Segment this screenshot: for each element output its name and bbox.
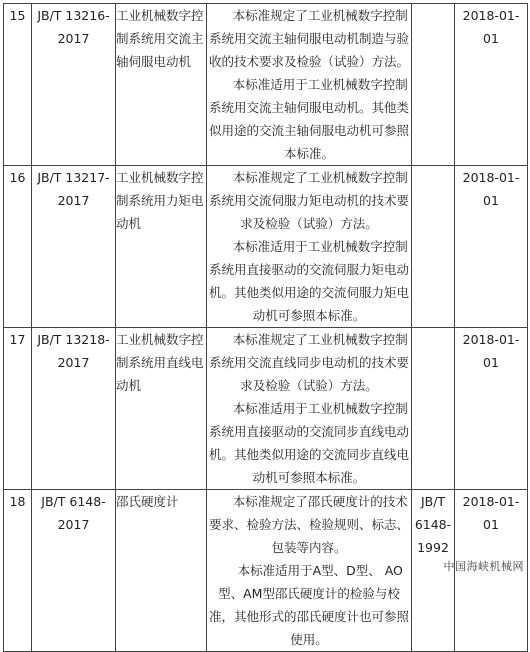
site-watermark: 中国海峡机械网 [443,560,524,573]
standard-code: JB/T 13217-2017 [32,166,116,328]
table-row [4,328,528,490]
replaced-standard: JB/T 6148-1992 [412,490,455,652]
scope-paragraph: 本标准适用于工业机械数字控制系统用直接驱动的交流同步直线电动机。其他类似用途的交流同步直线电动机可参照本标准。 [208,401,409,485]
table-row [4,4,528,166]
standards-table [3,3,528,652]
row-number: 17 [4,328,32,490]
standard-code: JB/T 13216-2017 [32,4,116,166]
standard-code: JB/T 13218-2017 [32,328,116,490]
standard-name: 工业机械数字控制系统用交流主轴伺服电动机 [116,4,207,166]
standard-scope [207,328,412,490]
implementation-date: 2018-01-01 [455,4,528,166]
table-row [4,166,528,328]
replaced-standard [412,166,455,328]
implementation-date: 2018-01-01 [455,490,528,652]
implementation-date: 2018-01-01 [455,328,528,490]
scope-paragraph: 本标准适用于A型、D型、 AO型、AM型邵氏硬度计的检验与校准，其他形式的邵氏硬度计也可参照使用。 [208,563,409,647]
scope-paragraph: 本标准适用于工业机械数字控制系统用交流主轴伺服电动机。其他类似用途的交流主轴伺服电动机可参照本标准。 [208,77,409,161]
row-number: 16 [4,166,32,328]
replaced-standard [412,4,455,166]
row-number: 15 [4,4,32,166]
scope-paragraph: 本标准规定了工业机械数字控制系统用交流直线同步电动机的技术要求及检验（试验）方法。 [208,332,409,393]
standard-scope [207,166,412,328]
implementation-date: 2018-01-01 [455,166,528,328]
scope-paragraph: 本标准适用于工业机械数字控制系统用直接驱动的交流伺服力矩电动机。其他类似用途的交流伺服力矩电动机可参照本标准。 [208,239,409,323]
standard-name: 工业机械数字控制系统用直线电动机 [116,328,207,490]
standard-name: 邵氏硬度计 [116,490,207,652]
standard-scope [207,4,412,166]
standard-scope [207,490,412,652]
standard-name: 工业机械数字控制系统用力矩电动机 [116,166,207,328]
scope-paragraph: 本标准规定了工业机械数字控制系统用交流伺服力矩电动机的技术要求及检验（试验）方法。 [208,170,409,231]
replaced-standard [412,328,455,490]
standard-code: JB/T 6148-2017 [32,490,116,652]
row-number: 18 [4,490,32,652]
scope-paragraph: 本标准规定了工业机械数字控制系统用交流主轴伺服电动机制造与验收的技术要求及检验（试验）方法。 [208,8,409,69]
scope-paragraph: 本标准规定了邵氏硬度计的技术要求、检验方法、检验规则、标志、包装等内容。 [208,494,409,555]
